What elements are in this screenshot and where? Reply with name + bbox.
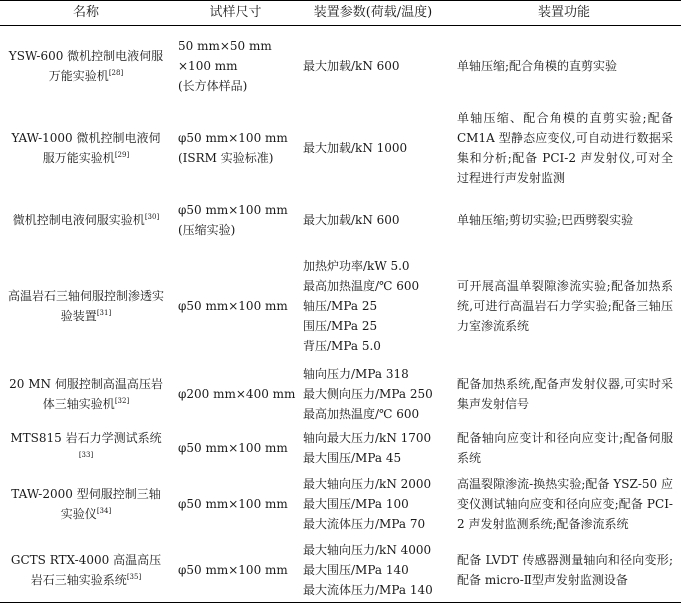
param-line: 最大流体压力/MPa 140 — [303, 582, 433, 597]
sample-size-cell — [172, 538, 299, 603]
device-name-cell — [0, 470, 172, 538]
param-line: 最大轴向压力/kN 2000 — [303, 476, 432, 491]
reference-marker: [35] — [126, 572, 142, 581]
sample-size-line: 50 mm×50 mm — [178, 38, 272, 53]
device-name: MTS815 岩石力学测试系统 — [10, 430, 162, 445]
reference-marker: [33] — [78, 450, 94, 459]
device-name-cell — [0, 250, 172, 362]
device-name-cell — [0, 26, 172, 106]
table-row — [0, 250, 681, 362]
param-line: 加热炉功率/kW 5.0 — [303, 258, 410, 273]
param-line: 最大侧向压力/MPa 250 — [303, 386, 433, 401]
params-cell — [299, 26, 447, 106]
sample-size-cell — [172, 470, 299, 538]
device-name-cell — [0, 538, 172, 603]
sample-size-cell — [172, 190, 299, 250]
sample-size-cell — [172, 362, 299, 426]
reference-marker: [31] — [96, 308, 112, 317]
param-line: 最大加载/kN 600 — [303, 212, 400, 227]
sample-size-cell — [172, 250, 299, 362]
params-cell — [299, 470, 447, 538]
function-cell: 高温裂隙渗流-换热实验;配备 YSZ-50 应变仪测试轴向应变和径向应变;配备 PCI-2 声发射监测系统;配备渗流系统 — [457, 476, 673, 531]
device-name: YSW-600 微机控制电液伺服万能实验机 — [8, 48, 164, 83]
header-row — [0, 1, 681, 26]
device-name-cell — [0, 362, 172, 426]
param-line: 轴压/MPa 25 — [303, 298, 378, 313]
sample-size-line: φ50 mm×100 mm — [178, 562, 288, 577]
header-name: 名称 — [0, 1, 172, 26]
params-cell — [299, 190, 447, 250]
reference-marker: [32] — [114, 396, 130, 405]
function-cell: 配备加热系统,配备声发射仪器,可实时采集声发射信号 — [457, 376, 673, 411]
param-line: 背压/MPa 5.0 — [303, 338, 381, 353]
device-name: GCTS RTX-4000 高温高压岩石三轴实验系统 — [10, 552, 162, 587]
param-line: 最大流体压力/MPa 70 — [303, 516, 426, 531]
param-line: 最大围压/MPa 140 — [303, 562, 409, 577]
sample-size-line: φ50 mm×100 mm — [178, 130, 288, 145]
sample-size-line: φ50 mm×100 mm — [178, 202, 288, 217]
sample-size-cell — [172, 426, 299, 470]
device-name-cell — [0, 106, 172, 190]
table-row — [0, 538, 681, 603]
device-name: YAW-1000 微机控制电液伺服万能实验机 — [11, 130, 161, 165]
function-cell: 配备轴向应变计和径向应变计;配备伺服系统 — [457, 430, 673, 465]
sample-size-line: φ50 mm×100 mm — [178, 298, 288, 313]
device-name: TAW-2000 型伺服控制三轴实验仪 — [11, 486, 161, 521]
params-cell — [299, 538, 447, 603]
sample-size-cell — [172, 26, 299, 106]
table-row — [0, 426, 681, 470]
params-cell — [299, 250, 447, 362]
sample-size-line: φ50 mm×100 mm — [178, 496, 288, 511]
table-row — [0, 362, 681, 426]
param-line: 最大加载/kN 1000 — [303, 140, 408, 155]
device-name-cell — [0, 426, 172, 470]
function-cell: 单轴压缩、配合角模的直剪实验;配备 CM1A 型静态应变仪,可自动进行数据采集和分析;配备 PCI-2 声发射仪,可对全过程进行声发射监测 — [457, 110, 673, 185]
param-line: 轴向压力/MPa 318 — [303, 366, 409, 381]
param-line: 最大围压/MPa 100 — [303, 496, 409, 511]
sample-size-line: ×100 mm — [178, 58, 238, 73]
sample-size-line: φ200 mm×400 mm — [178, 386, 296, 401]
device-name: 高温岩石三轴伺服控制渗透实验装置 — [8, 288, 165, 323]
param-line: 围压/MPa 25 — [303, 318, 378, 333]
sample-size-line: (ISRM 实验标准) — [178, 150, 274, 165]
param-line: 最高加热温度/℃ 600 — [303, 406, 420, 421]
table-row — [0, 190, 681, 250]
function-cell: 单轴压缩;剪切实验;巴西劈裂实验 — [457, 212, 634, 227]
param-line: 最大轴向压力/kN 4000 — [303, 542, 432, 557]
params-cell — [299, 426, 447, 470]
device-name-cell — [0, 190, 172, 250]
header-function: 装置功能 — [447, 1, 681, 26]
params-cell — [299, 362, 447, 426]
param-line: 最大加载/kN 600 — [303, 58, 400, 73]
function-cell: 可开展高温单裂隙渗流实验;配备加热系统,可进行高温岩石力学实验;配备三轴压力室渗流系统 — [457, 278, 673, 333]
reference-marker: [28] — [108, 68, 124, 77]
table-row — [0, 26, 681, 106]
params-cell — [299, 106, 447, 190]
table-row — [0, 470, 681, 538]
sample-size-cell — [172, 106, 299, 190]
header-params: 装置参数(荷载/温度) — [299, 1, 447, 26]
table-row — [0, 106, 681, 190]
function-cell: 配备 LVDT 传感器测量轴向和径向变形;配备 micro-Ⅱ型声发射监测设备 — [447, 538, 681, 603]
function-cell: 单轴压缩;配合角模的直剪实验 — [457, 58, 618, 73]
sample-size-line: (压缩实验) — [178, 222, 236, 237]
device-name: 20 MN 伺服控制高温高压岩体三轴实验机 — [9, 376, 163, 411]
param-line: 轴向最大压力/kN 1700 — [303, 430, 432, 445]
reference-marker: [34] — [96, 506, 112, 515]
header-size: 试样尺寸 — [172, 1, 299, 26]
reference-marker: [29] — [114, 150, 130, 159]
sample-size-line: φ50 mm×100 mm — [178, 440, 288, 455]
param-line: 最高加热温度/℃ 600 — [303, 278, 420, 293]
sample-size-line: (长方体样品) — [178, 78, 248, 93]
param-line: 最大围压/MPa 45 — [303, 450, 402, 465]
reference-marker: [30] — [144, 212, 160, 221]
device-name: 微机控制电液伺服实验机 — [12, 212, 145, 227]
